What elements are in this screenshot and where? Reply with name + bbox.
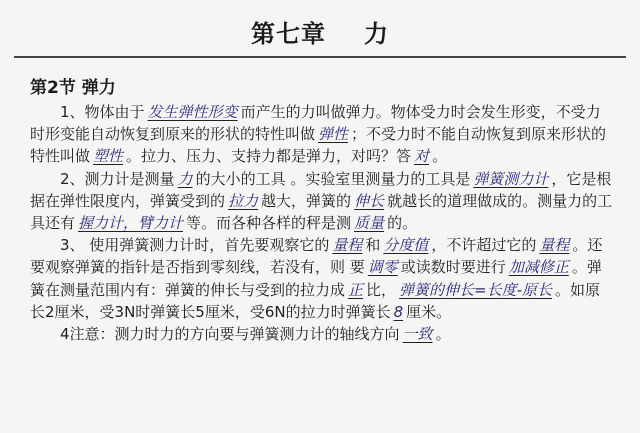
answer-blank: 一致 [402, 325, 433, 344]
answer-blank: 调零 [367, 258, 398, 277]
text: 1、物体由于 [60, 103, 145, 121]
answer-blank: 对 [414, 147, 430, 166]
answer-blank: 发生弹性形变 [147, 103, 238, 121]
text: ，不许超过它的 [431, 236, 537, 255]
answer-blank: 塑性 [93, 147, 124, 166]
text: 4注意：测力时力的方向要与弹簧测力计的轴线方向 [60, 325, 400, 344]
text: 而产生的力叫做弹力。物体受力时会发生形变，不受力时形变能自动恢复到原来的形状的特性叫做 [30, 103, 601, 144]
text: 等。而各种各样的秤是测 [186, 214, 352, 233]
text: 。 [435, 325, 451, 344]
paragraph-4 [30, 323, 614, 345]
section-title: 第2节 弹力 [30, 78, 116, 98]
text: 。弹簧在测量范围内有：弹簧的伸长与受到的拉力成 [30, 258, 602, 299]
text: 比， [366, 280, 397, 299]
paragraph-1 [30, 101, 614, 168]
answer-blank: 伸长 [354, 191, 385, 210]
answer-blank: 质量 [354, 214, 385, 233]
answer-blank: 弹性 [318, 125, 349, 144]
answer-blank: 正 [348, 280, 364, 299]
answer-blank: 分度值 [383, 236, 429, 255]
text: 越大，弹簧的 [261, 191, 352, 210]
answer-blank: 量程 [332, 236, 363, 255]
text: 的。 [387, 214, 418, 233]
worksheet-body [30, 101, 614, 345]
text: ；不受力时不能自动恢复到原来形状的特性叫做 [30, 125, 607, 166]
text: 的大小的工具 。实验室里测量力的工具是 [195, 169, 471, 188]
text: 和 [365, 236, 381, 255]
answer-blank: 拉力 [228, 191, 259, 210]
answer-blank: 量程 [539, 236, 570, 255]
text: 或读数时要进行 [400, 258, 506, 277]
answer-blank: 弹簧测力计 [473, 169, 549, 188]
answer-blank: 8 [393, 302, 404, 321]
answer-blank: 握力计，臂力计 [78, 214, 184, 233]
text: 厘米。 [406, 302, 452, 321]
paragraph-3 [30, 234, 614, 323]
text: 。拉力、压力、支持力都是弹力，对吗？答 [126, 147, 412, 166]
text: 。 [432, 147, 448, 166]
answer-blank: 力 [177, 169, 193, 188]
text: 2、测力计是测量 [60, 169, 175, 188]
text: 。还要观察弹簧的指针是否指到零刻线，若没有，则 要 [30, 236, 603, 277]
text: 。如原长2厘米，受3N时弹簧长5厘米，受6N的拉力时弹簧长 [30, 280, 601, 321]
text: ，它是根据在弹性限度内，弹簧受到的 [30, 169, 612, 210]
text: 就越长的道理做成的。测量力的工具还有 [30, 191, 613, 233]
chapter-title [0, 14, 640, 49]
text: 3、 使用弹簧测力计时，首先要观察它的 [60, 236, 330, 255]
chapter-name: 力 [364, 19, 389, 48]
title-divider [14, 56, 626, 58]
answer-blank: 弹簧的伸长=长度-原长 [399, 280, 553, 299]
chapter-number: 第七章 [251, 19, 326, 48]
paragraph-2 [30, 168, 614, 235]
answer-blank: 加减修正 [508, 258, 569, 277]
